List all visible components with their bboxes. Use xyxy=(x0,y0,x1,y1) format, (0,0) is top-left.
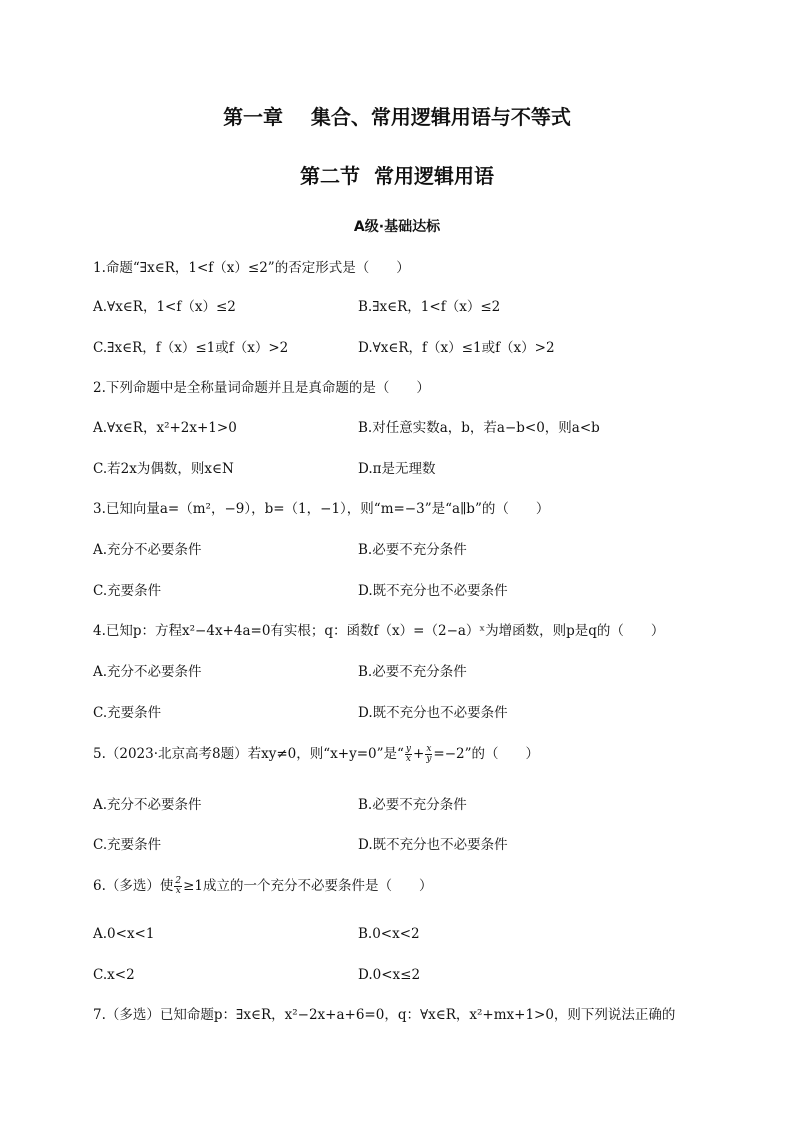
question-1-option-c: C.∃x∈R，f（x）≤1或f（x）>2 xyxy=(93,340,289,356)
question-6-option-b: B.0<x<2 xyxy=(358,926,420,942)
question-7-stem: 7.（多选）已知命题p：∃x∈R，x²−2x+a+6=0，q：∀x∈R，x²+mx+1>0，则下列说法正确的 xyxy=(93,1007,676,1023)
chapter-title: 第一章 集合、常用逻辑用语与不等式 xyxy=(223,105,571,129)
question-6-stem xyxy=(93,877,433,896)
question-4-option-d: D.既不充分也不必要条件 xyxy=(358,705,508,721)
question-1-option-b: B.∃x∈R，1<f（x）≤2 xyxy=(358,299,501,315)
question-4-option-c: C.充要条件 xyxy=(93,705,162,721)
level-heading: A级·基础达标 xyxy=(353,219,441,235)
question-1-stem: 1.命题“∃x∈R，1<f（x）≤2”的否定形式是（ ） xyxy=(93,260,410,276)
question-3-stem: 3.已知向量a=（m²，−9），b=（1，−1），则“m=−3”是“a∥b”的（ ） xyxy=(93,501,550,517)
question-4-option-b: B.必要不充分条件 xyxy=(358,664,467,680)
fraction-x-over-y: $\frac{x}{y}$ xyxy=(426,744,432,764)
question-6-option-d: D.0<x≤2 xyxy=(358,967,421,983)
fraction-y-over-x: $\frac{y}{x}$ xyxy=(405,744,412,764)
question-3-option-b: B.必要不充分条件 xyxy=(358,542,467,558)
question-5-option-b: B.必要不充分条件 xyxy=(358,797,467,813)
question-5-option-d: D.既不充分也不必要条件 xyxy=(358,837,508,853)
question-2-option-c: C.若2x为偶数，则x∈N xyxy=(93,461,234,477)
question-1-option-a: A.∀x∈R，1<f（x）≤2 xyxy=(93,299,236,315)
question-1-option-d: D.∀x∈R，f（x）≤1或f（x）>2 xyxy=(358,340,555,356)
question-3-option-c: C.充要条件 xyxy=(93,583,162,599)
question-6-option-c: C.x<2 xyxy=(93,967,135,983)
question-4-option-a: A.充分不必要条件 xyxy=(93,664,202,680)
question-2-option-a: A.∀x∈R，x²+2x+1>0 xyxy=(93,420,237,436)
question-2-stem: 2.下列命题中是全称量词命题并且是真命题的是（ ） xyxy=(93,380,430,396)
question-5-stem-suffix: =−2”的（ ） xyxy=(433,746,540,762)
question-3-option-d: D.既不充分也不必要条件 xyxy=(358,583,508,599)
question-5-stem xyxy=(93,745,539,764)
question-5-stem-prefix: 5.（2023·北京高考8题）若xy≠0，则“x+y=0”是“ xyxy=(93,746,404,762)
question-3-option-a: A.充分不必要条件 xyxy=(93,542,202,558)
question-2-option-d: D.π是无理数 xyxy=(358,461,436,477)
question-6-stem-suffix: ≥1成立的一个充分不必要条件是（ ） xyxy=(183,878,433,894)
question-6-stem-prefix: 6.（多选）使 xyxy=(93,878,174,894)
question-4-stem: 4.已知p：方程x²−4x+4a=0有实根；q：函数f（x）=（2−a）ˣ为增函数，则p是q的（ ） xyxy=(93,623,665,639)
section-title: 第二节 常用逻辑用语 xyxy=(300,164,494,188)
question-6-option-a: A.0<x<1 xyxy=(93,926,155,942)
fraction-plus: + xyxy=(413,746,425,762)
question-5-option-c: C.充要条件 xyxy=(93,837,162,853)
fraction-2-over-x: $\frac{2}{x}$ xyxy=(175,876,182,896)
question-2-option-b: B.对任意实数a，b，若a−b<0，则a<b xyxy=(358,420,600,436)
question-5-option-a: A.充分不必要条件 xyxy=(93,797,202,813)
